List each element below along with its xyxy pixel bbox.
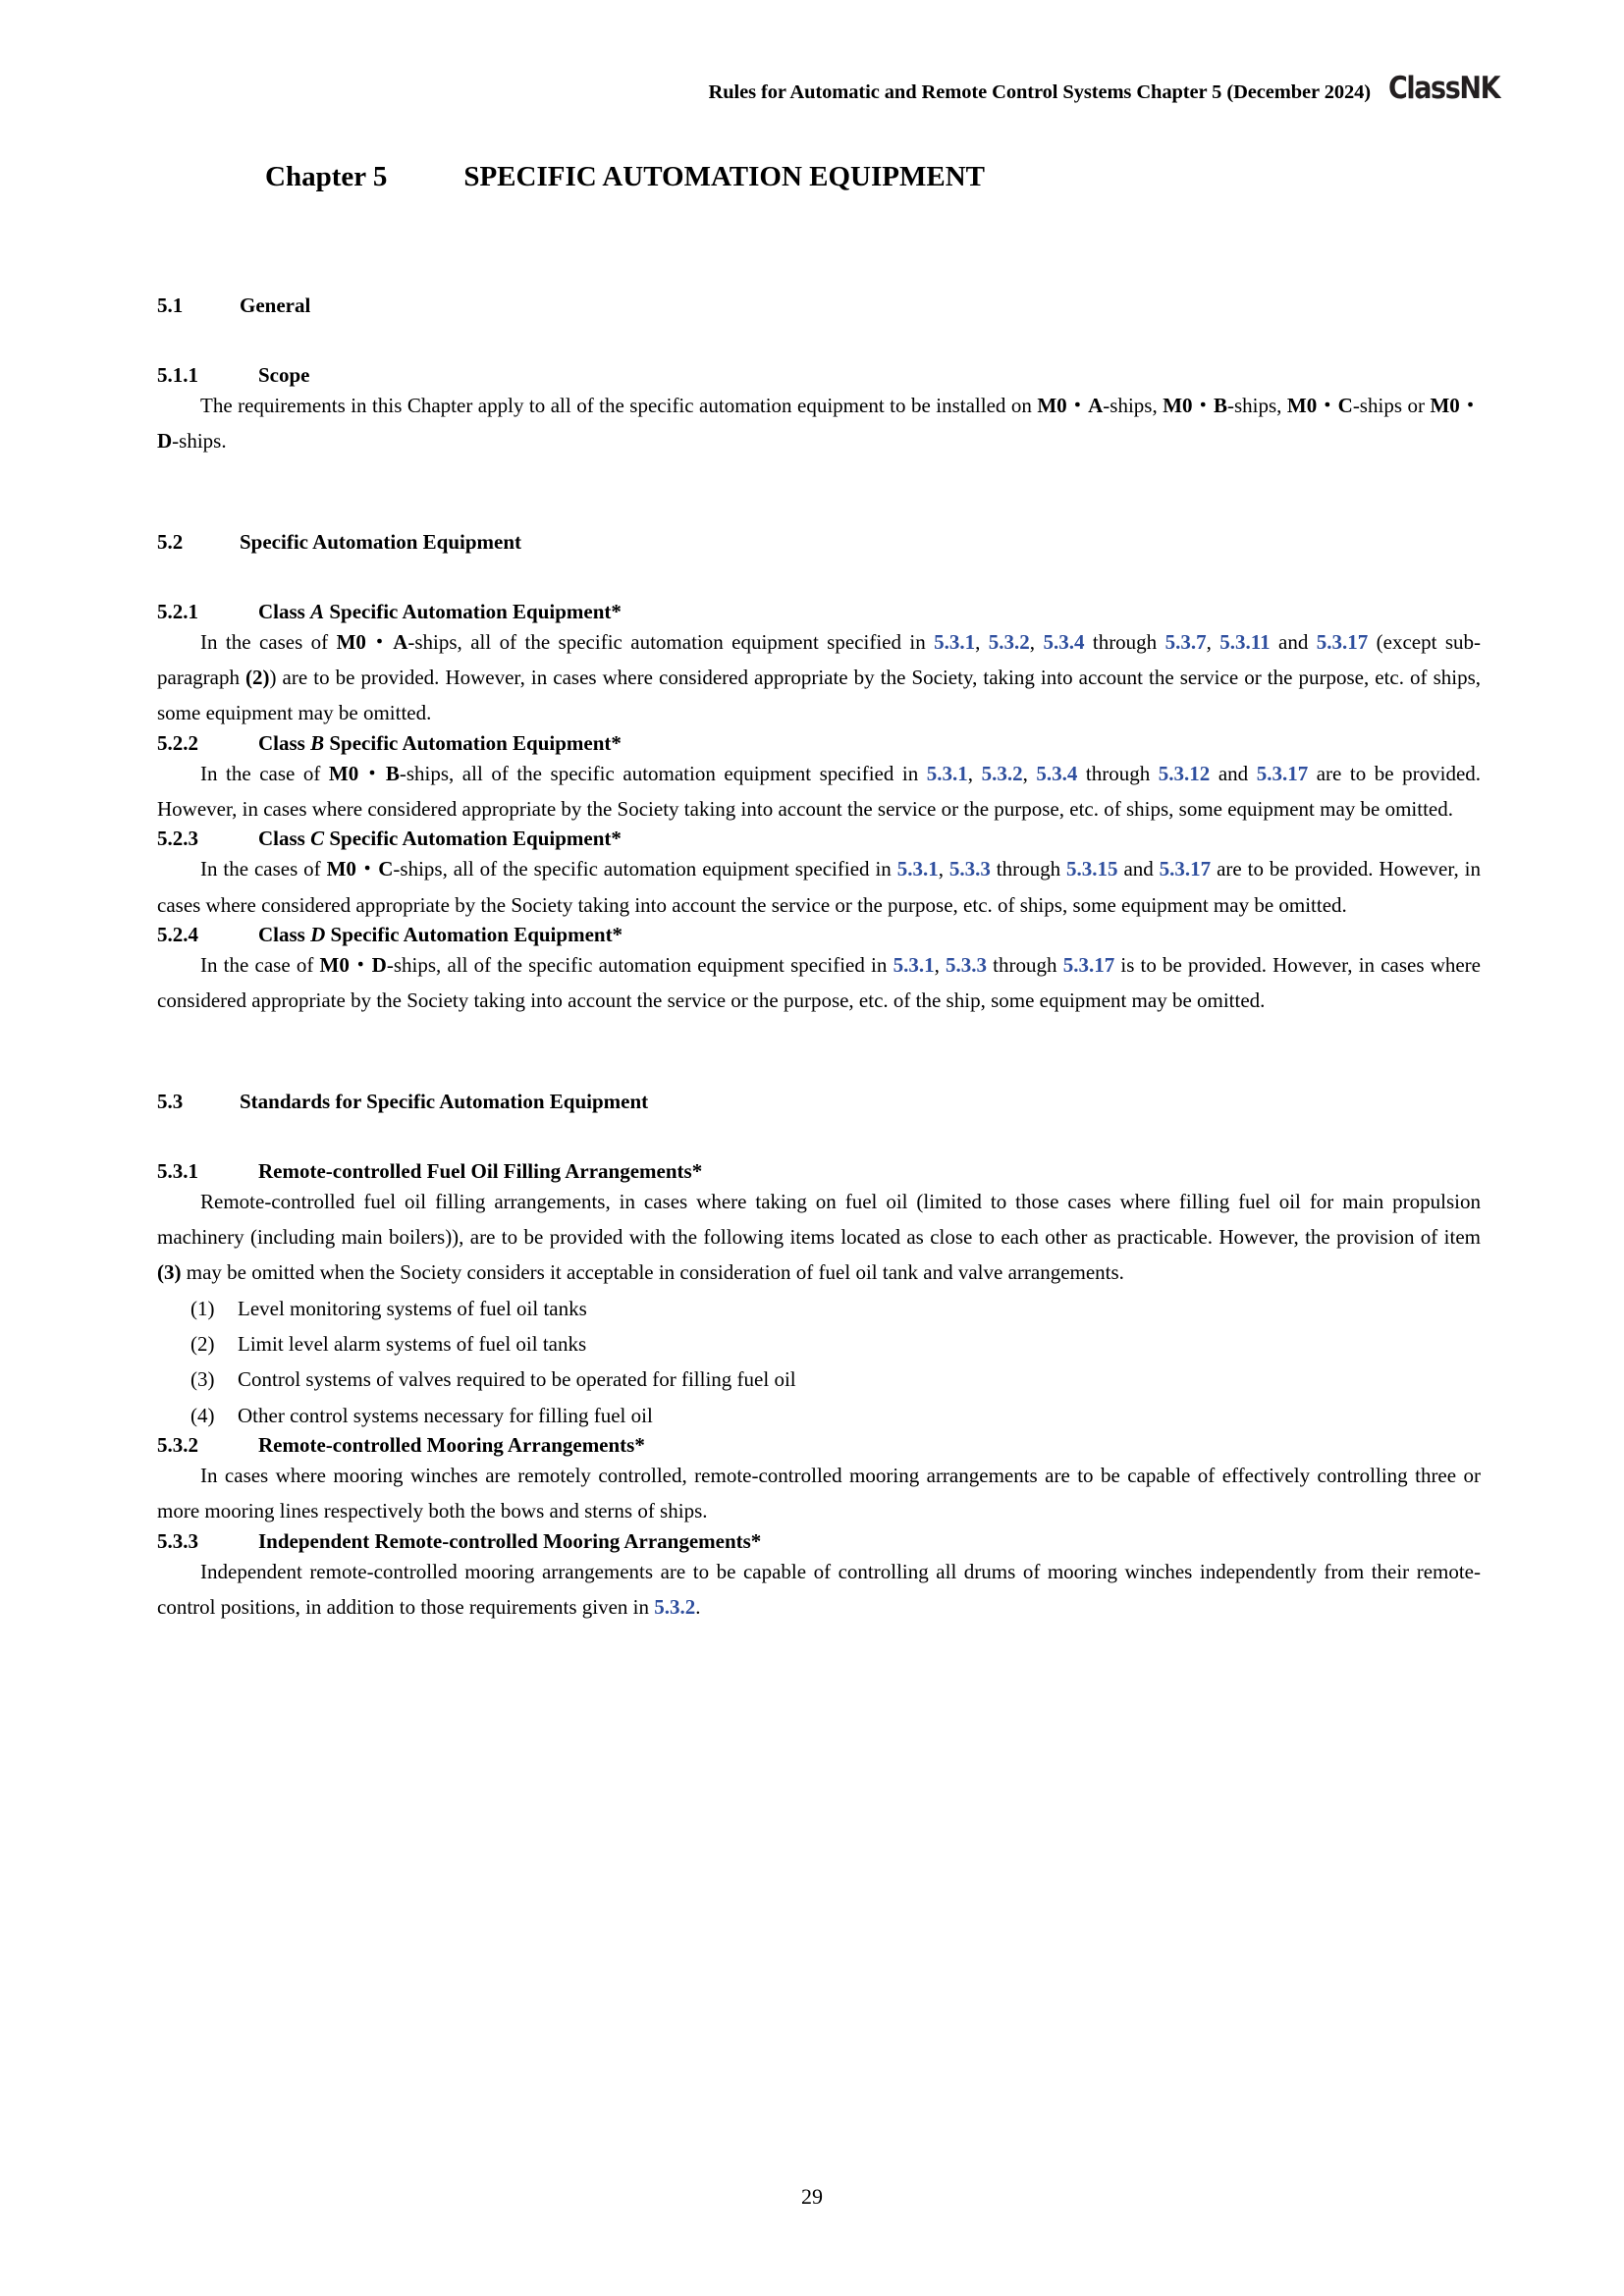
heading-5-2-number: 5.2 [157, 529, 184, 554]
page-number: 29 [801, 2184, 823, 2209]
heading-5-2-1-label: Class A Specific Automation Equipment* [258, 599, 622, 623]
heading-5-2-4-label: Class D Specific Automation Equipment* [258, 922, 623, 946]
document-content [157, 147, 1481, 1625]
list-item-label: Control systems of valves required to be operated for filling fuel oil [238, 1367, 796, 1392]
class-letter: C [310, 827, 325, 851]
paragraph-5-2-1: In the cases of M0・A-ships, all of the specific automation equipment specified in 5.3.1, 5.3.2, 5.3.4 through 5.3.7, 5.3.11 and 5.3.17 (except sub-paragraph (2)) are to be provided. However, in cases where considered appropriate by the Society, taking into account the service or the purpose, etc. of ships, some equipment may be omitted. [157, 629, 1482, 725]
item-reference: (3) [157, 1260, 182, 1285]
heading-5-2-2 [157, 731, 1481, 756]
text-run: The requirements in this Chapter apply to all of the specific automation equipment to be installed on [200, 394, 1038, 417]
class-letter: D [310, 922, 326, 946]
heading-5-1-1 [157, 363, 1481, 388]
heading-5-3-3 [157, 1529, 1481, 1554]
paragraph-5-3-3: Independent remote-controlled mooring arrangements are to be capable of controlling all drums of mooring winches independently from their remote-control positions, in addition to those requirements given in 5.3.2. [157, 1559, 1481, 1619]
list-item-number: (2) [190, 1331, 215, 1356]
cross-reference[interactable]: 5.3.3 [946, 952, 987, 977]
cross-reference[interactable]: 5.3.2 [981, 761, 1023, 785]
ship-class-m0-b: M0・B [328, 761, 400, 785]
cross-reference[interactable]: 5.3.17 [1062, 952, 1115, 977]
class-letter: A [310, 599, 325, 623]
text-run: -ships, [1226, 394, 1287, 417]
ship-class-m0-d: M0・D [319, 952, 387, 977]
heading-5-2-label: Specific Automation Equipment [240, 529, 522, 554]
heading-5-3-3-number: 5.3.3 [157, 1528, 198, 1553]
paragraph-5-3-2: In cases where mooring winches are remotely controlled, remote-controlled mooring arrangements are to be capable of effectively controlling three or more mooring lines respectively both the bows and sterns of ships. [157, 1463, 1481, 1523]
cross-reference[interactable]: 5.3.17 [1256, 761, 1309, 785]
heading-5-2-2-label: Class B Specific Automation Equipment* [258, 730, 622, 755]
heading-5-1-number: 5.1 [157, 294, 184, 317]
heading-5-2-4-number: 5.2.4 [157, 922, 198, 946]
chapter-number: Chapter 5 [265, 161, 388, 192]
list-item-label: Level monitoring systems of fuel oil tanks [238, 1296, 587, 1320]
paragraph-5-2-4: In the case of M0・D-ships, all of the specific automation equipment specified in 5.3.1, 5.3.3 through 5.3.17 is to be provided. However, in cases where considered appropriate by the Society taking into account the service or the purpose, etc. of the ship, some equipment may be omitted. [157, 952, 1481, 1013]
heading-5-3-3-label: Independent Remote-controlled Mooring Arrangements* [258, 1528, 762, 1553]
cross-reference[interactable]: 5.3.1 [934, 629, 976, 654]
cross-reference[interactable]: 5.3.1 [896, 857, 939, 881]
fuel-oil-items-list [157, 1291, 1481, 1433]
heading-5-3-2 [157, 1433, 1481, 1458]
cross-reference[interactable]: 5.3.15 [1066, 857, 1118, 881]
list-item-label: Other control systems necessary for filling fuel oil [238, 1403, 653, 1427]
heading-5-3-label: Standards for Specific Automation Equipment [240, 1089, 649, 1113]
list-item [157, 1398, 1481, 1433]
text-run: -ships or [1352, 394, 1431, 417]
cross-reference[interactable]: 5.3.2 [654, 1594, 696, 1619]
heading-5-3-1-number: 5.3.1 [157, 1158, 198, 1183]
paragraph-5-2-2: In the case of M0・B-ships, all of the specific automation equipment specified in 5.3.1, 5.3.2, 5.3.4 through 5.3.12 and 5.3.17 are to be provided. However, in cases where considered appropriate by the Society taking into account the service or the purpose, etc. of ships, some equipment may be omitted. [157, 761, 1482, 821]
ship-class-m0-b: M0・B [1163, 394, 1227, 417]
heading-5-1-1-number: 5.1.1 [157, 363, 198, 387]
heading-5-3 [157, 1090, 1481, 1114]
heading-5-3-2-number: 5.3.2 [157, 1432, 198, 1457]
ship-class-m0-c: M0・C [326, 857, 394, 881]
ship-class-m0-c: M0・C [1286, 394, 1353, 417]
heading-5-2-1 [157, 600, 1481, 624]
list-item-number: (3) [190, 1367, 215, 1392]
cross-reference[interactable]: 5.3.17 [1316, 629, 1369, 654]
heading-5-1 [157, 294, 1481, 318]
cross-reference[interactable]: 5.3.12 [1158, 761, 1211, 785]
list-item [157, 1362, 1481, 1397]
list-item-number: (1) [190, 1296, 215, 1320]
heading-5-2 [157, 530, 1481, 555]
heading-5-3-number: 5.3 [157, 1089, 184, 1113]
paragraph-5-3-1: Remote-controlled fuel oil filling arrangements, in cases where taking on fuel oil (limited to those cases where filling fuel oil for main propulsion machinery (including main boilers)), are to be provided with the following items located as close to each other as practicable. However, the provision of item (3) may be omitted when the Society considers it acceptable in consideration of fuel oil tank and valve arrangements. [157, 1189, 1481, 1285]
heading-5-1-label: General [240, 294, 311, 317]
list-item-number: (4) [190, 1403, 215, 1427]
cross-reference[interactable]: 5.3.4 [1036, 761, 1078, 785]
text-run: -ships. [172, 429, 227, 454]
text-run: -ships, [1103, 394, 1164, 417]
paragraph-5-1-1 [157, 388, 1481, 459]
cross-reference[interactable]: 5.3.1 [893, 952, 935, 977]
heading-5-2-1-number: 5.2.1 [157, 599, 198, 623]
classnk-logo: ClassNK [1388, 71, 1500, 106]
class-letter: B [310, 730, 325, 755]
heading-5-2-3-label: Class C Specific Automation Equipment* [258, 827, 622, 851]
heading-5-2-2-number: 5.2.2 [157, 730, 198, 755]
list-item-label: Limit level alarm systems of fuel oil tanks [238, 1331, 587, 1356]
cross-reference[interactable]: 5.3.7 [1164, 629, 1207, 654]
heading-5-2-3-number: 5.2.3 [157, 827, 198, 851]
paragraph-5-2-3: In the cases of M0・C-ships, all of the specific automation equipment specified in 5.3.1, 5.3.3 through 5.3.15 and 5.3.17 are to be provided. However, in cases where considered appropriate by the Society taking into account the service or the purpose, etc. of ships, some equipment may be omitted. [157, 857, 1482, 917]
cross-reference[interactable]: 5.3.17 [1159, 857, 1212, 881]
item-reference: (2) [245, 665, 270, 689]
heading-5-2-4 [157, 923, 1481, 947]
running-header [0, 71, 1516, 106]
heading-5-2-3 [157, 827, 1481, 851]
cross-reference[interactable]: 5.3.11 [1219, 629, 1271, 654]
cross-reference[interactable]: 5.3.3 [948, 857, 991, 881]
heading-5-3-1 [157, 1159, 1481, 1184]
ship-class-m0-a: M0・A [336, 629, 408, 654]
cross-reference[interactable]: 5.3.4 [1043, 629, 1085, 654]
heading-5-3-1-label: Remote-controlled Fuel Oil Filling Arrangements* [258, 1158, 703, 1183]
heading-5-1-1-label: Scope [258, 363, 310, 387]
list-item [157, 1291, 1481, 1326]
cross-reference[interactable]: 5.3.1 [926, 761, 968, 785]
ship-class-m0-d: M0・D [157, 394, 1481, 454]
list-item [157, 1326, 1481, 1362]
header-title: Rules for Automatic and Remote Control Systems Chapter 5 (December 2024) [708, 81, 1372, 103]
chapter-name: SPECIFIC AUTOMATION EQUIPMENT [463, 161, 985, 192]
chapter-title [157, 161, 1481, 193]
cross-reference[interactable]: 5.3.2 [988, 629, 1030, 654]
heading-5-3-2-label: Remote-controlled Mooring Arrangements* [258, 1432, 645, 1457]
ship-class-m0-a: M0・A [1037, 394, 1104, 417]
